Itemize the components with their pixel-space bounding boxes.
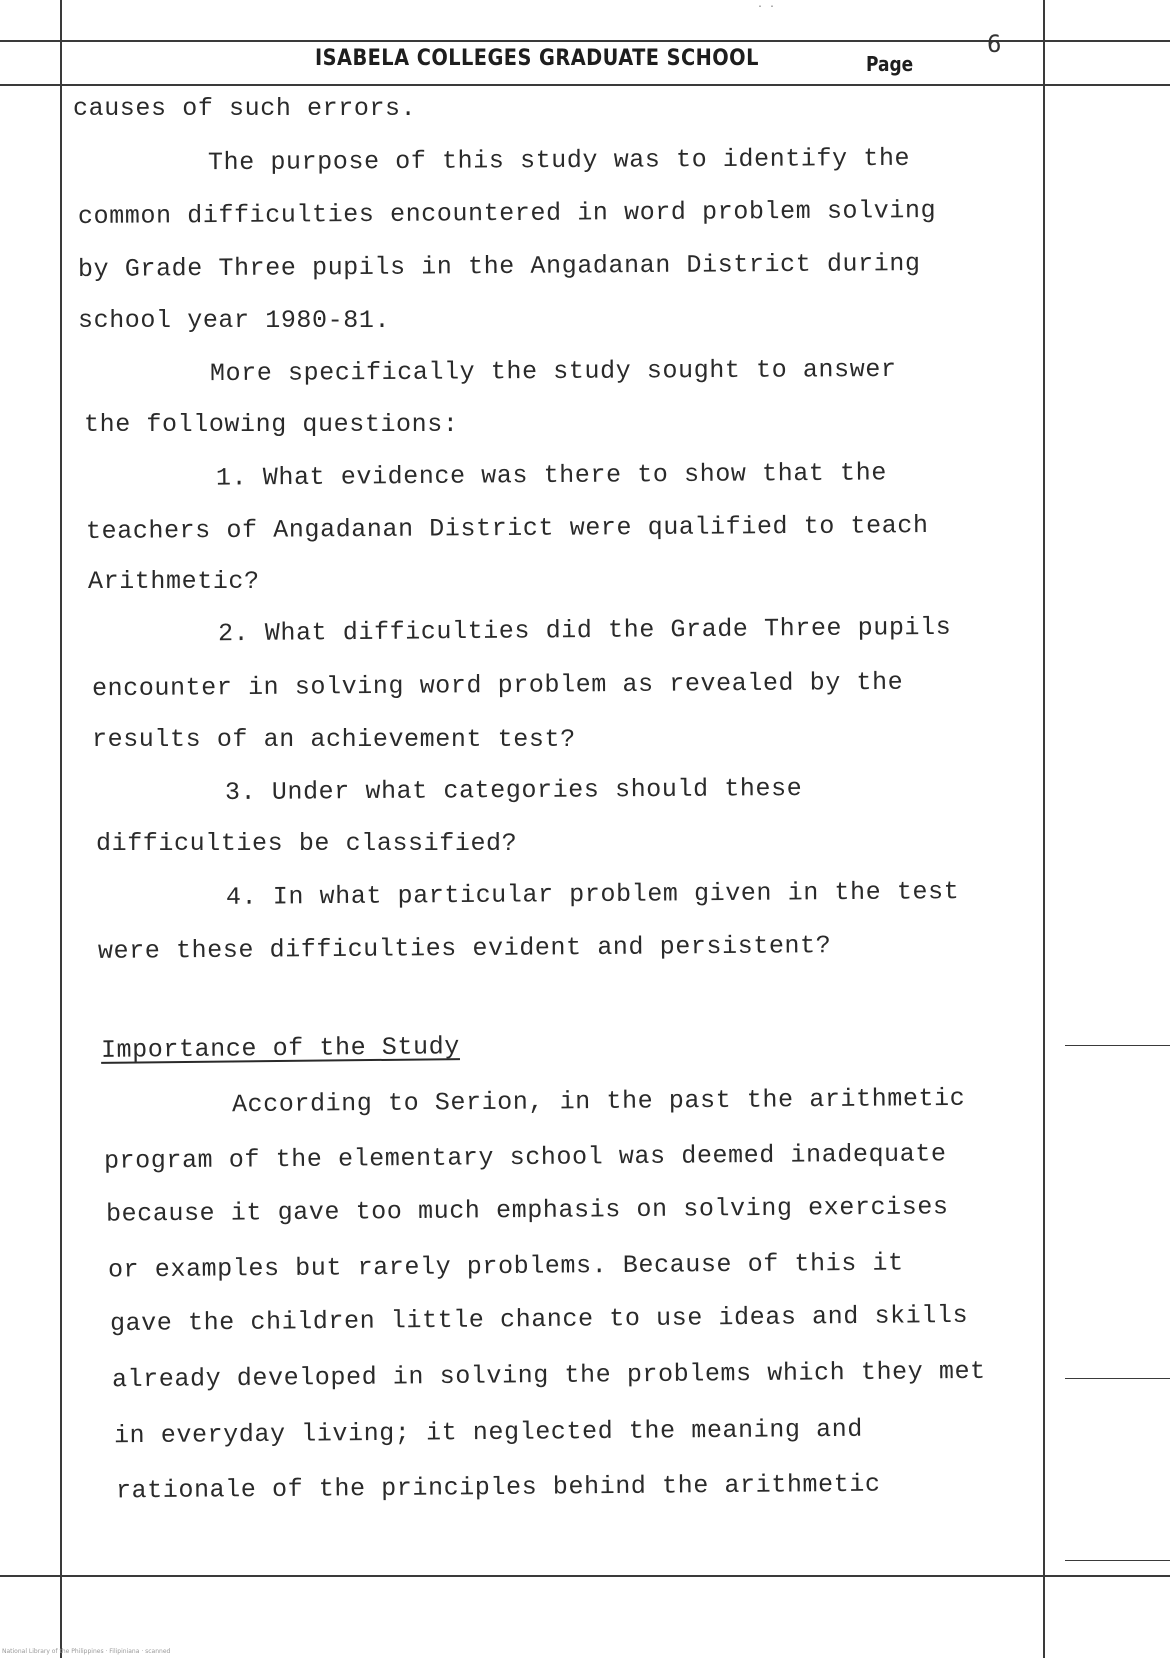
- section-line: rationale of the principles behind the arithmetic: [115, 1469, 881, 1506]
- body-line: were these difficulties evident and persistent?: [97, 931, 832, 966]
- scan-footer-note: National Library of the Philippines · Filipiniana · scanned: [2, 1648, 171, 1655]
- body-line: school year 1980-81.: [78, 306, 391, 335]
- header-bottom-rule: [0, 84, 1170, 86]
- body-line: causes of such errors.: [73, 94, 417, 123]
- footer-rule: [0, 1575, 1170, 1577]
- body-line: 3. Under what categories should these: [224, 773, 803, 808]
- body-line: 1. What evidence was there to show that the: [215, 458, 888, 493]
- body-line: the following questions:: [84, 410, 459, 439]
- body-line: 4. In what particular problem given in the test: [225, 877, 960, 912]
- institution-header: ISABELA COLLEGES GRADUATE SCHOOL: [315, 46, 759, 71]
- section-heading: Importance of the Study: [100, 1032, 461, 1065]
- section-line: in everyday living; it neglected the meaning and: [113, 1414, 864, 1451]
- body-line: encounter in solving word problem as revealed by the: [91, 667, 904, 704]
- body-line: More specifically the study sought to answer: [209, 354, 897, 389]
- right-edge-tick-2: [1065, 1378, 1170, 1379]
- section-line: or examples but rarely problems. Because of this it: [107, 1248, 904, 1285]
- section-line: because it gave too much emphasis on solving exercises: [105, 1192, 949, 1229]
- section-line: gave the children little chance to use ideas and skills: [109, 1300, 969, 1339]
- body-line: difficulties be classified?: [96, 829, 518, 858]
- section-line: already developed in solving the problems which they met: [111, 1356, 986, 1395]
- section-line: According to Serion, in the past the arithmetic: [231, 1083, 966, 1120]
- body-line: by Grade Three pupils in the Angadanan District during: [77, 249, 921, 284]
- page-label: Page: [866, 52, 914, 76]
- body-line: results of an achievement test?: [92, 725, 576, 754]
- right-edge-tick-3: [1065, 1560, 1170, 1561]
- body-line: teachers of Angadanan District were qualified to teach: [85, 511, 929, 546]
- right-edge-tick-1: [1065, 1045, 1170, 1046]
- body-line: The purpose of this study was to identify the: [207, 143, 911, 178]
- left-margin-rule: [60, 0, 62, 1658]
- right-margin-rule: [1043, 0, 1045, 1658]
- body-line: Arithmetic?: [88, 567, 260, 596]
- scan-specks: · ·: [757, 2, 776, 13]
- body-line: 2. What difficulties did the Grade Three pupils: [217, 612, 952, 649]
- page-number: 6: [987, 30, 1002, 58]
- body-line: common difficulties encountered in word problem solving: [77, 196, 937, 231]
- section-line: program of the elementary school was deemed inadequate: [103, 1139, 947, 1176]
